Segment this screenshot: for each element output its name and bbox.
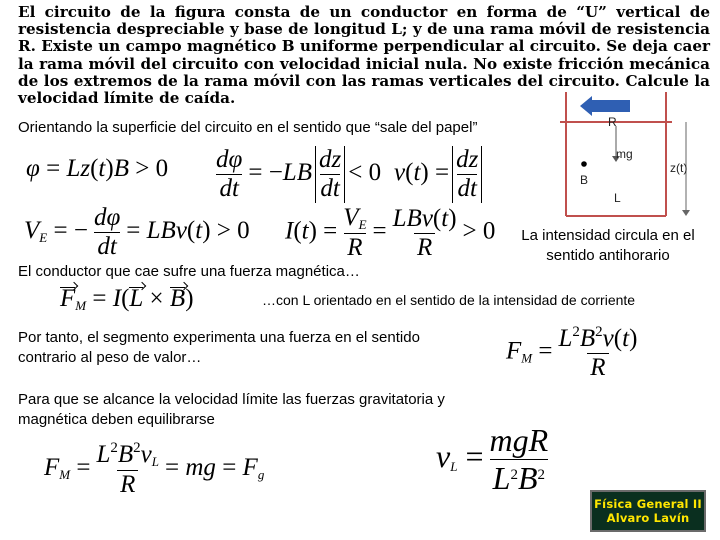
label-L: L — [614, 191, 621, 205]
flux-equation: φ = Lz(t)B > 0 — [26, 155, 169, 182]
current-equation: I(t) = $\frac{V_E}{R}$ = $\frac{\text{LBv(t)}}{R}$ > 0 — [285, 204, 496, 261]
label-R: R — [608, 115, 617, 129]
opposite-weight-note: Por tanto, el segmento experimenta una fuerza en el sentido contrario al peso de valor… — [18, 329, 420, 366]
l-orientation-note: …con L orientado en el sentido de la intensidad de corriente — [262, 292, 636, 308]
problem-statement: El circuito de la figura consta de un conductor en forma de “U” vertical de resistencia despreciable y base de longitud L; y de una rama móvil de resistencia R. Existe un campo magnético B uniforme perpendicular al circuito. Se deja caer la rama móvil del circuito con velocidad inicial nula. No existe fricción mecánica de los extremos de la rama móvil con las ramas verticales del circuito. Calcule la velocidad límite de caída. — [18, 3, 710, 108]
emf-equation: $V_E$ = − $\frac{d\varphi}{dt}$ = LBv(t) > 0 — [24, 204, 250, 260]
current-arrow — [580, 96, 630, 116]
lorentz-force-equation: $F_M = I(L \times B)$ — [60, 285, 194, 313]
badge-course: Física General II — [594, 497, 702, 511]
field-dot-icon — [581, 161, 587, 167]
author-badge — [590, 490, 706, 532]
label-mg: mg — [616, 147, 633, 161]
z-axis-arrowhead — [682, 210, 690, 216]
current-direction-note: La intensidad circula en el sentido antihorario — [521, 227, 695, 264]
circuit-figure — [540, 92, 720, 222]
velocity-definition-equation: v(t) = $\frac{dz}{dt}$ — [394, 146, 485, 203]
magnetic-force-magnitude-equation: $F_M$ = $\frac{L^2B^2v(t)}{R}$ — [506, 324, 638, 381]
equilibrium-equation: $F_M$ = $\frac{L^2B^2v_L}{R}$ = mg = $F_g$ — [44, 440, 265, 498]
terminal-velocity-equation: $v_L$ = $\frac{\text{mgR}}{L^2B^2}$ — [436, 422, 549, 496]
badge-author: Alvaro Lavín — [606, 511, 690, 525]
magnetic-force-note: El conductor que cae sufre una fuerza magnética… — [18, 263, 360, 280]
label-z: z(t) — [670, 161, 688, 175]
equilibrium-note: Para que se alcance la velocidad límite las fuerzas gravitatoria y magnética deben equilibrarse — [18, 391, 445, 428]
flux-derivative-equation: $\frac{d\varphi}{dt}$ = −LB $\frac{dz}{dt}$ < 0 — [216, 146, 382, 202]
orientation-note: Orientando la superficie del circuito en el sentido que “sale del papel” — [18, 119, 478, 136]
label-B: B — [580, 173, 589, 187]
